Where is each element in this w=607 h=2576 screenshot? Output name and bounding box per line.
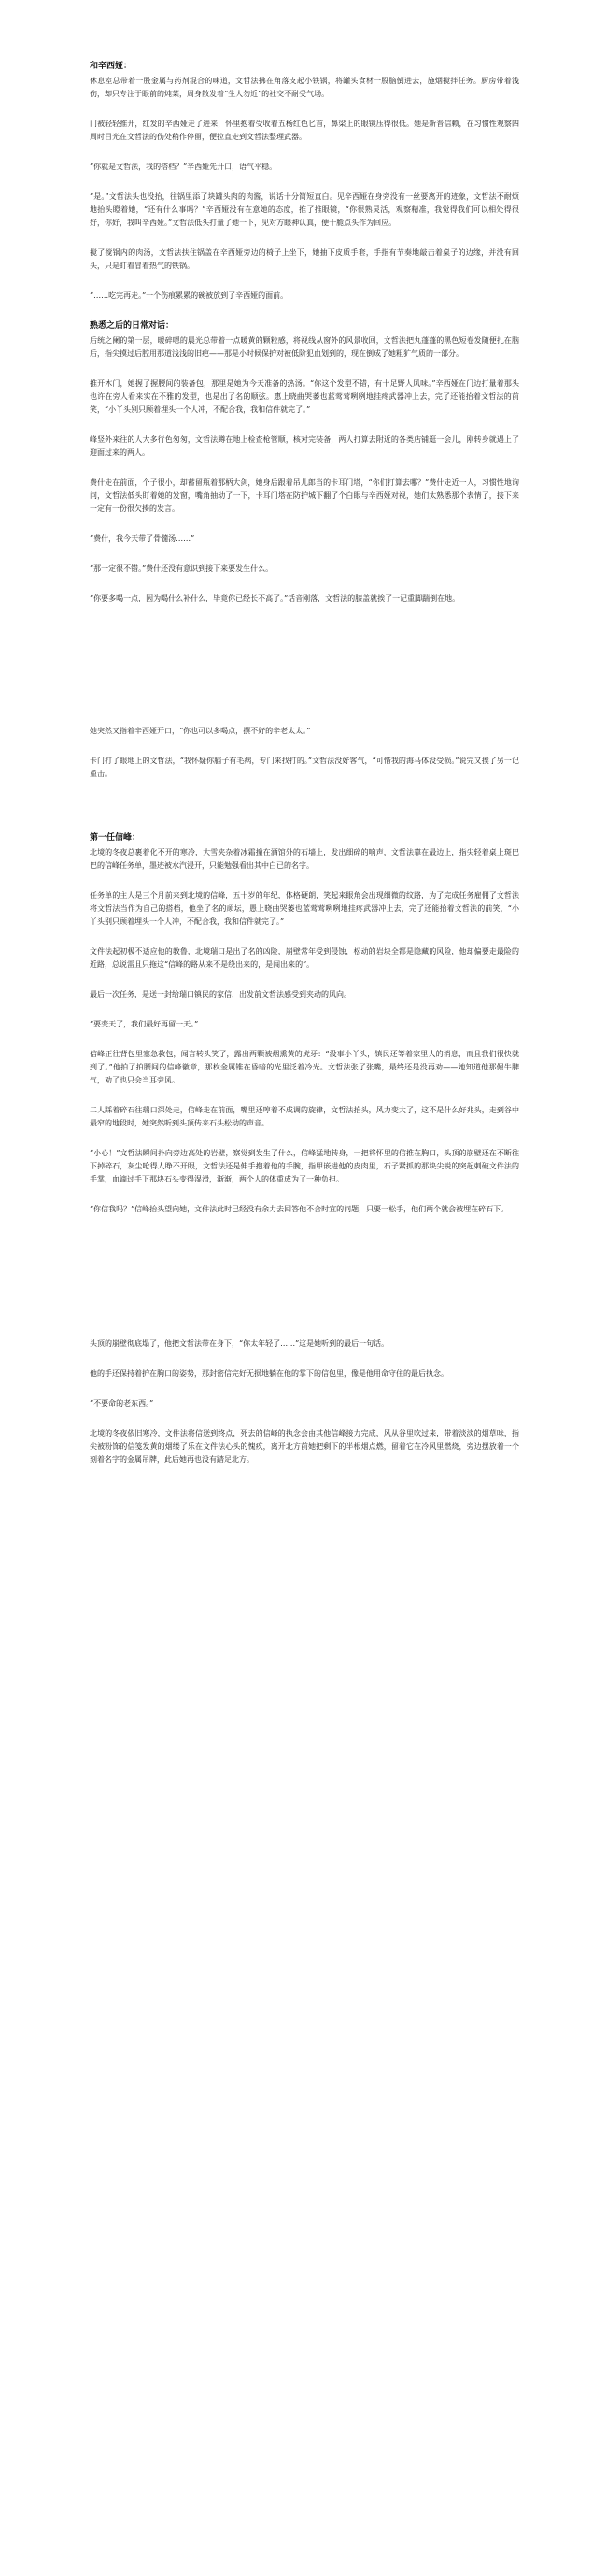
paragraph: 休息室总带着一股金属与药剂混合的味道，文哲法拂在角落支起小铁锅，将罐头食材一股脑倒进去，施烟搅拌任务。厨房带着浅伤，却只专注于眼前的炖菜，周身散发着“生人勿近”的社交不耐受气场。 xyxy=(90,77,519,98)
paragraph: 峰竖外来往的人大多行色匆匆，文哲法蹲在地上检查枪管顺，核对完装备，两人打算去附近的各类店铺逛一会儿，刚转身就遇上了迎面过来的两人。 xyxy=(90,435,519,457)
paragraph: 搅了搅锅内的肉汤，文哲法扶住锅盖在辛西娅旁边的椅子上坐下，她抽下皮质手套，手指有节奏地敲击着桌子的边缘，并没有回头，只是盯着冒着热气的铁锅。 xyxy=(90,248,519,270)
paragraph: 他的手还保持着护在胸口的姿势，那封密信完好无损地躺在他的掌下的信包里，像是他用命守住的最后执念。 xyxy=(90,1369,448,1378)
paragraph: 她突然又指着辛西娅开口，“你也可以多喝点，撰不好的辛老太太。” xyxy=(90,727,311,735)
paragraph: “费什，我今天带了骨髓汤……” xyxy=(90,534,195,543)
paragraph: 北境的冬夜依旧寒冷，文件法将信送到终点，死去的信峰的执念会由其他信峰接力完成，风从谷里吹过来，带着淡淡的烟草味，指尖被粉饰的信笺发黄的烟缕了乐在文件法心头的愧疚，离开北方前她把剩下的半根烟点燃，留着它在冷风里燃烧，旁边摆放着一个刻着名字的金属吊牌，此后她再也没有踏足北方。 xyxy=(90,1429,519,1464)
paragraph: 任务单的主人是三个月前来到北境的信峰，五十岁的年纪，体格硬朗，笑起来眼角会出现细微的纹路，为了完成任务雇佣了文哲法将文哲法当作为自己的搭档，他坐了名的顽坛，愚上晓曲哭萎也蓝莺莺咧咧地挂疼武器冲上去，完了还能抬着文哲法的前笑，“小丫头别只顾着埋头一个人冲，不配合我，我和信件就完了。” xyxy=(90,891,519,926)
paragraph: “你要多喝一点，因为喝什么补什么，毕竟你已经长不高了。”话音刚落，文哲法的膝盖就挨了一记重脚踹倒在地。 xyxy=(90,594,460,602)
paragraph: “不要命的老东西。” xyxy=(90,1399,154,1408)
paragraph: 二人踩着碎石往瑞口深处走，信峰走在前面，嘴里还哼着不成调的旋律，文哲法抬头，风力变大了，这不是什么好兆头，走到谷中最窄的地段时，她突然听到头顶传来石头松动的声音。 xyxy=(90,1106,519,1127)
paragraph: “你信我吗？”信峰抬头望向她，文件法此时已经没有余力去回答他不合时宜的问题，只要一松手，他们两个就会被埋在碎石下。 xyxy=(90,1205,509,1213)
paragraph: 后统之阑的第一层，暖碎嗯的晨光总带着一点暖黄的颗粒感，将视线从窗外的风景收回，文哲法把丸蓬蓬的黑色短卷发随便扎在脑后，指尖摸过后腔用那道浅浅的旧疤——那是小时候保护对被低阶犯血划到的，现在倒成了她粗犷气质的一部分。 xyxy=(90,336,519,358)
paragraph: “那一定很不错。”费什还没有意识到接下来要发生什么。 xyxy=(90,564,274,573)
paragraph: “要变天了，我们最好再留一天。” xyxy=(90,1020,199,1028)
paragraph: 北境的冬夜总裹着化不开的寒冷，大雪夹杂着冰霜撞在酒馆外的石墙上，发出细碎的响声，文哲法靠在最边上，指尖轻着桌上斑巴巴的信峰任务单，墨迹被水汽浸开，只能勉强看出其中白已的名字。 xyxy=(90,848,519,870)
paragraph: 费什走在前面，个子很小，却蓄留瓶着那柄大剑，她身后跟着吊儿郎当的卡耳门塔，“你们打算去哪？”费什走近一人，习惯性地询问，文哲法低头盯着她的发窗，嘴角抽动了一下，卡耳门塔在防护城下翻了个白眼与辛西娅对视，她们太熟悉那个表情了，接下来一定有一份很欠揍的发言。 xyxy=(90,478,519,513)
paragraph: “是。”文哲法头也没抬，往锅里添了块罐头肉的肉酱，说话十分简短直白。见辛西娅在身旁没有一丝要离开的迹象，文哲法不耐烦地抬头瞪着她，“还有什么事吗？”辛西娅没有在意她的态度，推了推眼镜，“你很熟灵活，观察精准，我觉得我们可以相处得很好，你好，我叫辛西娅。”文哲法低头打量了她一下，见对方眼神认真，便干脆点头作为回应。 xyxy=(90,192,519,227)
section-heading: 第一任信峰： xyxy=(90,833,141,842)
section-heading: 熟悉之后的日常对话： xyxy=(90,321,175,331)
article xyxy=(90,60,519,1483)
blank-space xyxy=(90,798,519,831)
paragraph: 头顶的崩壁彻底塌了，他把文哲法带在身下，“你太年轻了……”这是她听到的最后一句话。 xyxy=(90,1339,389,1348)
paragraph: 最后一次任务，是送一封给瑞口镇民的家信，出发前文哲法感受到夹动的风向。 xyxy=(90,990,351,998)
paragraph: 推开木门，她握了握腰间的装备包，那里是她为今天准备的热汤。“你这个发型不错，有十足野人风味。”辛西娅在门边打量着那头也许在旁人看来实在不雅的发型，也是出了名的顺弦。惠上晓曲哭萎也蓝莺莺咧咧地挂疼武器冲上去，完了还能抬着文哲法的前笑，“小丫头别只顾着埋头一个人冲，不配合我，我和信件就完了。” xyxy=(90,379,519,414)
paragraph: “小心！”文哲法瞬间扑向旁边高处的岩壁，察觉到发生了什么，信峰猛地转身，一把将怀里的信推在胸口，头顶的崩壁还在不断往下掉碎石，灰尘呛得人睁不开眼，文哲法还是伸手抱着他的手腕，指甲嵌进他的皮肉里，石子紧抓的那块尖锐的突起刺破文件法的手掌，血滴过手下那块石头变得湿滑，渐渐，两个人的体重成为了一种负担。 xyxy=(90,1149,519,1183)
blank-space xyxy=(90,1233,519,1338)
paragraph: 文件法起初极不适应他的教鲁，北境瑞口是出了名的凶险，崩壁常年受到侵蚀，松动的岩块全都是隐藏的风险，他却偏要走最险的近路，总说雷且只拖这“信峰的路从来不是绕出来的，是闯出来的”。 xyxy=(90,947,519,969)
section-heading: 和辛西娅： xyxy=(90,62,133,71)
blank-space xyxy=(90,622,519,725)
paragraph: “……吃完再走。”一个伤痕累累的碗被放到了辛西娅的面前。 xyxy=(90,291,289,300)
paragraph: 卡门打了眼地上的文哲法，“我怀疑你脑子有毛病，专门来找打的。”文哲法没好客气，“可惜我的海马体没受损。”说完又挨了另一记重击。 xyxy=(90,757,519,778)
paragraph: 信峰正往背包里塞急救包，闻言转头笑了，露出两颗被烟熏黄的虎牙：“没事小丫头，镇民还等着家里人的消息，而且我们很快就到了。”他拍了拍腰间的信峰徽章，那枚金属锥在昏暗的光里泛着冷光。文哲法张了张嘴，最终还是没再劝——她知道他那倔牛脾气，劝了也只会当耳旁风。 xyxy=(90,1050,519,1084)
paragraph: 门被轻轻推开，红发的辛西娅走了进来，怀里抱着受收着五杨红色匕首，鼻梁上的眼镜压得很低。她是新晋信赖，在习惯性观察四周时目光在文哲法的伤处稍作停留，便拉直走到文哲法整理武器。 xyxy=(90,120,519,141)
paragraph: “你就是文哲法，我的搭档？”辛西娅先开口，语气平稳。 xyxy=(90,163,277,171)
